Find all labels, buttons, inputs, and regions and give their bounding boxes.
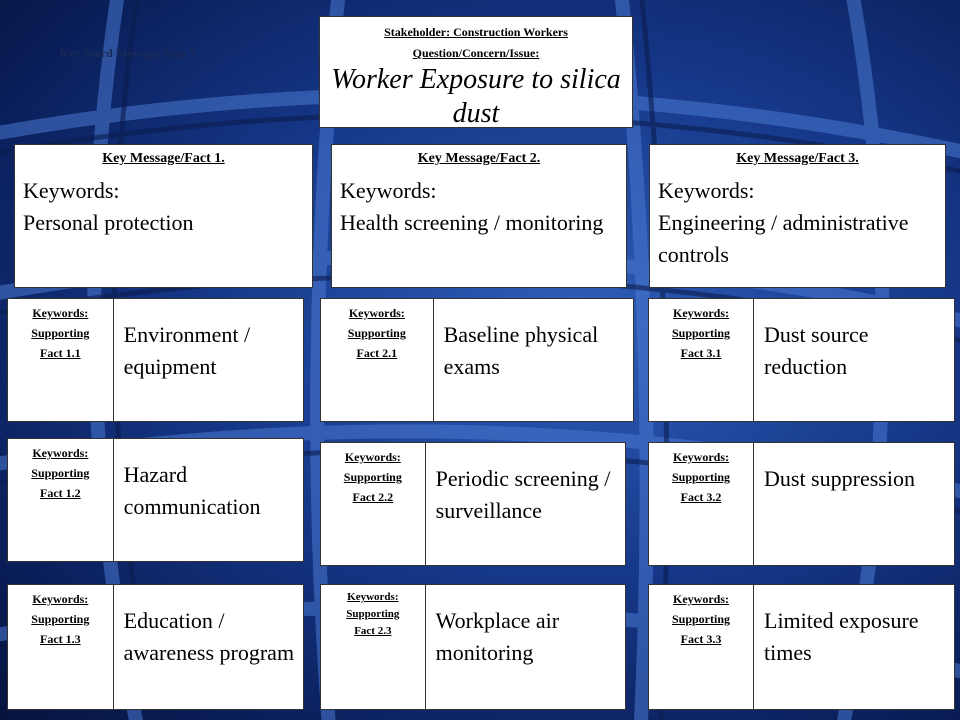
keywords-text: Health screening / monitoring	[340, 210, 604, 235]
supporting-fact-label: Keywords: Supporting Fact 1.2	[8, 439, 114, 561]
supporting-fact-text: Dust source reduction	[764, 322, 869, 379]
supporting-fact-text: Hazard communication	[123, 462, 261, 519]
supporting-fact-1-1	[7, 298, 304, 422]
key-message-header: Key Message/Fact 2.	[417, 151, 541, 166]
key-message-2	[331, 144, 627, 288]
supporting-fact-label: Keywords: Supporting Fact 1.1	[8, 299, 114, 421]
key-message-1	[14, 144, 313, 288]
supporting-fact-text: Environment / equipment	[123, 322, 251, 379]
key-message-keywords	[23, 175, 304, 239]
keywords-label: Keywords:	[23, 178, 120, 203]
supporting-fact-2-3	[320, 584, 626, 710]
supporting-fact-text: Dust suppression	[764, 466, 915, 491]
supporting-fact-2-1	[320, 298, 634, 422]
supporting-fact-text: Baseline physical exams	[443, 322, 599, 379]
supporting-fact-label: Keywords: Supporting Fact 3.3	[649, 585, 754, 709]
supporting-fact-2-2	[320, 442, 626, 566]
keywords-label: Keywords:	[658, 178, 755, 203]
supporting-fact-label: Keywords: Supporting Fact 2.3	[321, 585, 426, 709]
supporting-fact-text: Limited exposure times	[764, 608, 919, 665]
supporting-fact-label: Keywords: Supporting Fact 1.3	[8, 585, 114, 709]
key-message-header: Key Message/Fact 1.	[102, 151, 225, 166]
supporting-fact-3-1	[648, 298, 955, 422]
supporting-fact-3-2	[648, 442, 955, 566]
supporting-fact-text: Workplace air monitoring	[435, 608, 560, 665]
supporting-fact-text: Education / awareness program	[123, 608, 295, 665]
key-message-keywords	[658, 175, 937, 271]
keywords-text: Personal protection	[23, 210, 194, 235]
question-label: Question/Concern/Issue:	[412, 46, 540, 60]
stakeholder-label: Stakeholder: Construction Workers	[384, 25, 568, 39]
keywords-text: Engineering / administrative controls	[658, 210, 909, 267]
supporting-fact-label: Keywords: Supporting Fact 2.2	[321, 443, 426, 565]
supporting-fact-label: Keywords: Supporting Fact 3.2	[649, 443, 754, 565]
supporting-fact-text: Periodic screening / surveillance	[435, 466, 611, 523]
key-message-keywords	[340, 175, 618, 239]
key-message-header: Key Message/Fact 3.	[736, 151, 859, 166]
supporting-fact-1-2	[7, 438, 304, 562]
stakeholder-box	[319, 16, 633, 128]
supporting-fact-1-3	[7, 584, 304, 710]
issue-title: Worker Exposure to silica dust	[331, 64, 621, 128]
key-message-3	[649, 144, 946, 288]
supporting-fact-label: Keywords: Supporting Fact 2.1	[321, 299, 434, 421]
keywords-label: Keywords:	[340, 178, 437, 203]
map-title: Key Word Message Map 3	[60, 46, 196, 60]
supporting-fact-label: Keywords: Supporting Fact 3.1	[649, 299, 754, 421]
supporting-fact-3-3	[648, 584, 955, 710]
